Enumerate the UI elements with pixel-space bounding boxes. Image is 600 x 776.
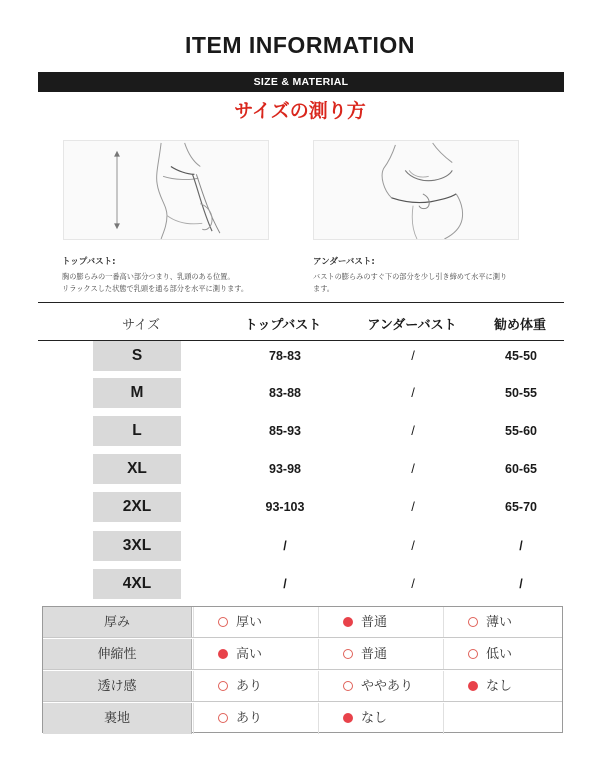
top-bust-figure-icon — [64, 141, 268, 239]
size-cell: M — [93, 378, 181, 408]
size-cell: S — [93, 341, 181, 371]
material-row-sheerness — [43, 671, 562, 702]
material-table — [42, 606, 563, 733]
material-label: 厚み — [43, 607, 192, 637]
radio-filled-icon — [468, 681, 478, 691]
radio-empty-icon — [218, 713, 228, 723]
material-label: 裏地 — [43, 703, 192, 734]
size-cell: XL — [93, 454, 181, 484]
page-title: ITEM INFORMATION — [185, 32, 415, 58]
material-label: 透け感 — [43, 671, 192, 701]
top-bust-value: 93-98 — [269, 462, 301, 476]
material-option — [318, 607, 442, 637]
material-option-label: あり — [236, 679, 263, 694]
top-bust-value: 93-103 — [265, 500, 305, 514]
weight-value: 55-60 — [505, 424, 537, 438]
material-option — [193, 639, 317, 669]
size-cell: 3XL — [93, 531, 181, 561]
table-row — [0, 530, 600, 562]
col-header-under-bust: アンダーバスト — [367, 318, 457, 333]
top-bust-label: トップバスト: — [62, 257, 116, 267]
under-bust-desc-line2: ます。 — [313, 284, 334, 293]
radio-empty-icon — [343, 649, 353, 659]
material-option-label: 低い — [486, 647, 513, 662]
table-row — [0, 491, 600, 523]
top-bust-value: 78-83 — [269, 349, 301, 363]
material-option-label: 薄い — [486, 615, 513, 630]
radio-empty-icon — [218, 681, 228, 691]
material-option-label: なし — [361, 711, 388, 726]
top-bust-illustration — [63, 140, 269, 240]
under-bust-value: / — [411, 348, 415, 363]
section-banner: SIZE & MATERIAL — [38, 72, 564, 92]
material-option — [193, 671, 317, 701]
measure-heading: サイズの測り方 — [234, 100, 366, 122]
material-option-empty — [443, 703, 567, 734]
material-option-label: 普通 — [361, 647, 388, 662]
size-cell: 2XL — [93, 492, 181, 522]
under-bust-value: / — [411, 576, 415, 591]
weight-value: / — [519, 577, 523, 591]
under-bust-value: / — [411, 385, 415, 400]
material-row-thickness — [43, 607, 562, 638]
top-bust-value: 83-88 — [269, 386, 301, 400]
col-header-size: サイズ — [122, 318, 160, 333]
size-cell: L — [93, 416, 181, 446]
material-option — [193, 607, 317, 637]
material-option — [193, 703, 317, 734]
material-row-lining — [43, 703, 562, 734]
radio-filled-icon — [343, 713, 353, 723]
weight-value: 65-70 — [505, 500, 537, 514]
table-row — [0, 453, 600, 485]
material-option-label: ややあり — [361, 679, 414, 694]
top-bust-value: / — [283, 577, 287, 591]
material-option — [318, 639, 442, 669]
table-row — [0, 340, 600, 372]
radio-empty-icon — [468, 649, 478, 659]
under-bust-value: / — [411, 461, 415, 476]
top-bust-value: / — [283, 539, 287, 553]
material-option — [318, 671, 442, 701]
table-top-rule — [38, 302, 564, 303]
radio-filled-icon — [218, 649, 228, 659]
under-bust-illustration — [313, 140, 519, 240]
under-bust-value: / — [411, 538, 415, 553]
material-option-label: なし — [486, 679, 513, 694]
radio-empty-icon — [218, 617, 228, 627]
material-option — [443, 671, 567, 701]
radio-empty-icon — [343, 681, 353, 691]
material-option-label: 普通 — [361, 615, 388, 630]
material-row-stretch — [43, 639, 562, 670]
col-header-weight: 勧め体重 — [493, 318, 546, 333]
material-option-label: 高い — [236, 647, 263, 662]
table-row — [0, 377, 600, 409]
table-row — [0, 568, 600, 600]
under-bust-figure-icon — [314, 141, 518, 239]
under-bust-value: / — [411, 423, 415, 438]
radio-filled-icon — [343, 617, 353, 627]
weight-value: / — [519, 539, 523, 553]
under-bust-label: アンダーバスト: — [313, 257, 375, 267]
weight-value: 45-50 — [505, 349, 537, 363]
top-bust-value: 85-93 — [269, 424, 301, 438]
top-bust-desc-line1: 胸の膨らみの一番高い部分つまり、乳頭のある位置。 — [62, 272, 235, 281]
material-option — [443, 639, 567, 669]
weight-value: 60-65 — [505, 462, 537, 476]
material-option — [443, 607, 567, 637]
top-bust-desc-line2: リラックスした状態で乳頭を通る部分を水平に測ります。 — [62, 284, 249, 293]
material-option-label: 厚い — [236, 615, 263, 630]
size-cell: 4XL — [93, 569, 181, 599]
under-bust-value: / — [411, 499, 415, 514]
weight-value: 50-55 — [505, 386, 537, 400]
radio-empty-icon — [468, 617, 478, 627]
material-option-label: あり — [236, 711, 263, 726]
material-label: 伸縮性 — [43, 639, 192, 669]
col-header-top-bust: トップバスト — [244, 318, 322, 333]
table-row — [0, 415, 600, 447]
under-bust-desc-line1: バストの膨らみのすぐ下の部分を少し引き締めて水平に測り — [313, 272, 508, 281]
material-option — [318, 703, 442, 734]
